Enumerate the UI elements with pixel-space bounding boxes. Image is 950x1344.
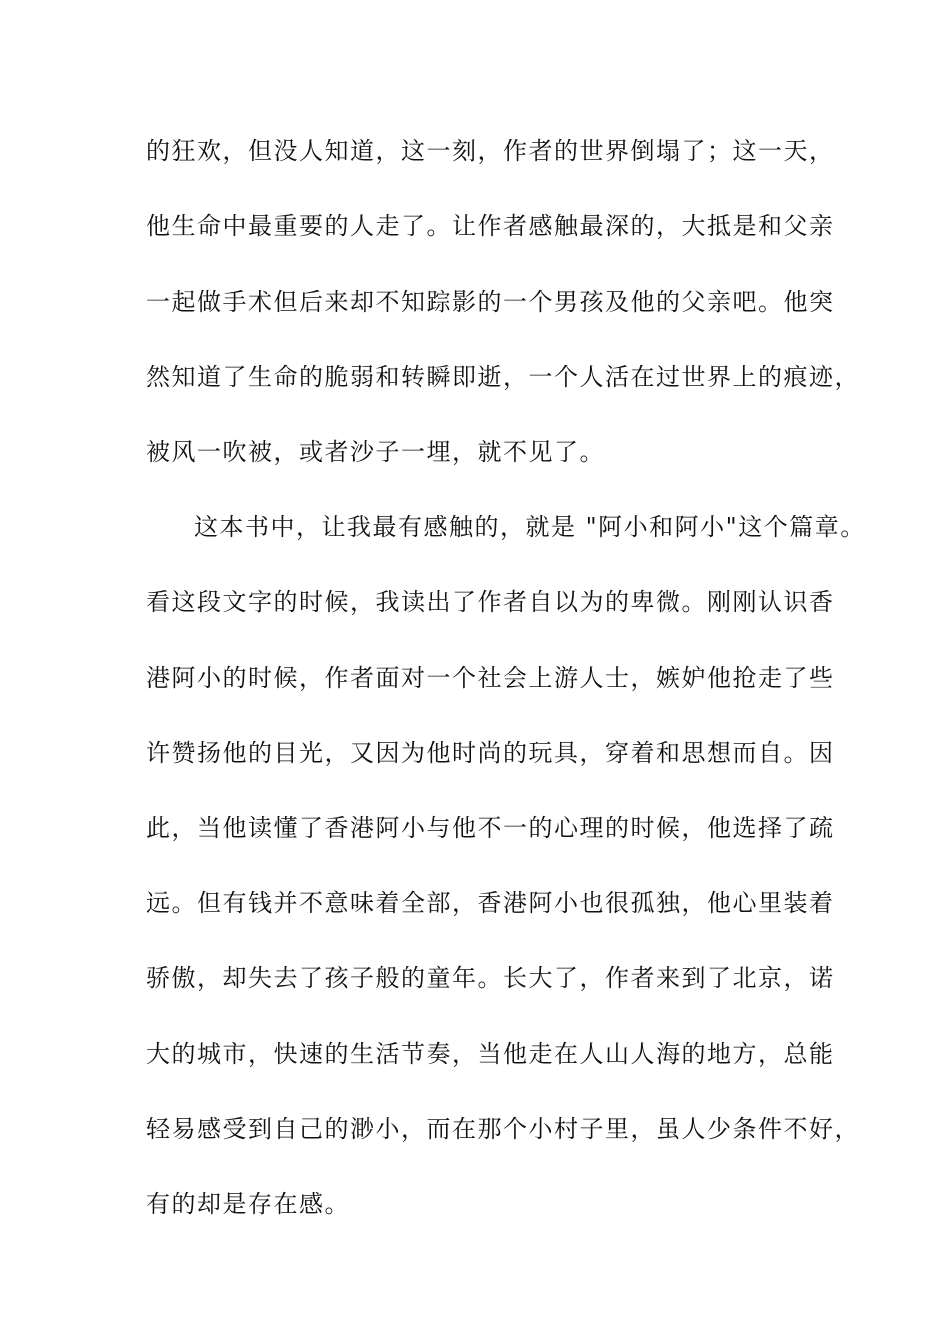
paragraph-1-line-1: 的狂欢，但没人知道，这一刻，作者的世界倒塌了；这一天， (146, 137, 835, 165)
paragraph-2-line-1: 这本书中，让我最有感触的，就是 "阿小和阿小"这个篇章。 (194, 513, 866, 541)
paragraph-1-line-4: 然知道了生命的脆弱和转瞬即逝，一个人活在过世界上的痕迹， (146, 363, 860, 391)
paragraph-2-line-4: 许赞扬他的目光，又因为他时尚的玩具，穿着和思想而自。因 (146, 739, 835, 767)
paragraph-2-line-3: 港阿小的时候，作者面对一个社会上游人士，嫉妒他抢走了些 (146, 664, 835, 692)
paragraph-2-line-2: 看这段文字的时候，我读出了作者自以为的卑微。刚刚认识香 (146, 588, 835, 616)
paragraph-2-line-8: 大的城市，快速的生活节奏，当他走在人山人海的地方，总能 (146, 1040, 835, 1068)
paragraph-2-line-9: 轻易感受到自己的渺小，而在那个小村子里，虽人少条件不好， (146, 1115, 860, 1143)
paragraph-2-line-5: 此，当他读懂了香港阿小与他不一的心理的时候，他选择了疏 (146, 814, 835, 842)
paragraph-2-line-6: 远。但有钱并不意味着全部，香港阿小也很孤独，他心里装着 (146, 889, 835, 917)
paragraph-1-line-5: 被风一吹被，或者沙子一埋，就不见了。 (146, 438, 605, 466)
paragraph-1-line-3: 一起做手术但后来却不知踪影的一个男孩及他的父亲吧。他突 (146, 288, 835, 316)
paragraph-2-line-7: 骄傲，却失去了孩子般的童年。长大了，作者来到了北京，诺 (146, 964, 835, 992)
paragraph-2-line-10: 有的却是存在感。 (146, 1190, 350, 1218)
paragraph-1-line-2: 他生命中最重要的人走了。让作者感触最深的，大抵是和父亲 (146, 212, 835, 240)
